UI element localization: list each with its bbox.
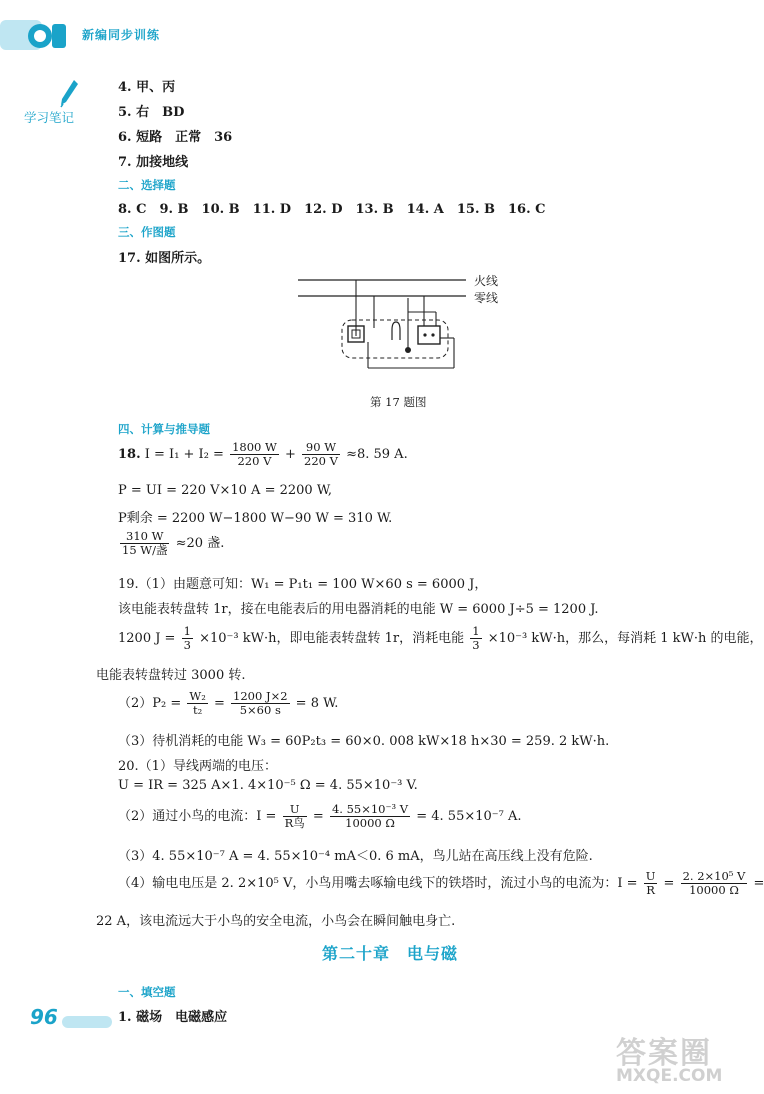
equals-sign: = [312, 809, 324, 824]
fraction [231, 690, 290, 717]
fraction-denominator: 10000 Ω [345, 816, 395, 830]
fraction [187, 690, 207, 717]
fraction-denominator: 15 W/盏 [122, 543, 168, 557]
header-logo [0, 14, 70, 58]
fraction [470, 625, 481, 652]
fraction-denominator: R [646, 883, 655, 897]
q18-eq-start: I = I₁ + I₂ = [144, 447, 224, 462]
equals-sign: = [753, 876, 764, 891]
label-neutral-wire: 零线 [474, 291, 499, 305]
fraction-numerator: 90 W [302, 441, 340, 455]
answer-q18-line4 [118, 530, 224, 557]
answer-q20-part4 [118, 870, 764, 897]
watermark-url: MXQE.COM [616, 1066, 723, 1086]
q19-end: ×10⁻³ kW·h，那么，每消耗 1 kW·h 的电能， [487, 631, 763, 646]
fraction-numerator: 1200 J×2 [233, 689, 288, 703]
fraction-numerator: 1 [472, 624, 480, 638]
q20-p2-result: = 4. 55×10⁻⁷ A. [416, 809, 522, 824]
fraction-denominator: t₂ [193, 703, 203, 717]
page-number: 96 [30, 1005, 58, 1029]
answer-q20-part2 [118, 803, 522, 830]
figure-caption: 第 17 题图 [370, 395, 427, 409]
answer-q18-line1 [118, 441, 408, 468]
book-title: 新编同步训练 [82, 28, 161, 42]
fraction-denominator: 10000 Ω [689, 883, 739, 897]
fraction [182, 625, 193, 652]
fraction-numerator: 4. 55×10⁻³ V [331, 802, 409, 816]
q20-p4-start: （4）输电电压是 2. 2×10⁵ V，小鸟用嘴去啄输电线下的铁塔时，流过小鸟的电流为：I = [118, 876, 638, 891]
fraction [230, 441, 279, 468]
fraction [283, 803, 307, 830]
answer-q20-part3: （3）4. 55×10⁻⁷ A = 4. 55×10⁻⁴ mA＜0. 6 mA，鸟儿站在高压线上没有危险. [118, 849, 593, 864]
fraction-denominator: 5×60 s [239, 703, 281, 717]
fraction-numerator: W₂ [189, 689, 206, 703]
answer-q17: 17. 如图所示。 [118, 251, 211, 266]
fraction-denominator: 3 [472, 638, 480, 652]
watermark-logo-text: 答案圈 [616, 1036, 712, 1071]
fraction-denominator: 220 V [237, 454, 272, 468]
answer-q19-line4: 电能表转盘转过 3000 转. [96, 668, 246, 683]
chapter-title: 第二十章 电与磁 [322, 944, 459, 963]
answer-ch20-q1: 1. 磁场 电磁感应 [118, 1010, 228, 1025]
label-live-wire: 火线 [474, 274, 499, 288]
study-notes-label: 学习笔记 [24, 110, 75, 125]
q20-p2-start: （2）通过小鸟的电流：I = [118, 809, 277, 824]
fraction [330, 803, 410, 830]
answer-q19-part3: （3）待机消耗的电能 W₃ = 60P₂t₃ = 60×0. 008 kW×18 h×30 = 259. 2 kW·h. [118, 734, 610, 749]
q18-result: ≈8. 59 A. [346, 447, 408, 462]
watermark [616, 1028, 722, 1086]
fraction-denominator: 220 V [304, 454, 338, 468]
fraction-numerator: 2. 2×10⁵ V [682, 869, 746, 883]
fraction [302, 441, 340, 468]
answer-q20-part4-end: 22 A，该电流远大于小鸟的安全电流，小鸟会在瞬间触电身亡. [96, 914, 456, 929]
fraction-numerator: U [645, 869, 656, 883]
answer-q18-line2: P = UI = 220 V×10 A = 2200 W, [118, 483, 333, 498]
answer-q19-line1: 19.（1）由题意可知：W₁ = P₁t₁ = 100 W×60 s = 6000 J， [118, 577, 488, 592]
fraction-denominator: 3 [183, 638, 191, 652]
fraction-numerator: U [283, 803, 307, 817]
fraction-numerator: 1 [183, 624, 191, 638]
q19-p2-start: （2）P₂ = [118, 696, 182, 711]
fraction [681, 870, 748, 897]
q19-p2-result: = 8 W. [295, 696, 339, 711]
section-drawing: 三、作图题 [118, 225, 176, 239]
answer-q4: 4. 甲、丙 [118, 80, 176, 95]
fraction-numerator: 310 W [120, 530, 169, 544]
answer-q5: 5. 右 BD [118, 105, 185, 120]
fraction-denominator: R鸟 [284, 816, 305, 830]
answer-q7: 7. 加接地线 [118, 155, 189, 170]
answer-q20-line1: 20.（1）导线两端的电压： [118, 759, 277, 774]
q19-start: 1200 J = [118, 631, 176, 646]
q19-middle: ×10⁻³ kW·h，即电能表转盘转 1r，消耗电能 [199, 631, 465, 646]
answer-q20-line2: U = IR = 325 A×1. 4×10⁻⁵ Ω = 4. 55×10⁻³ V. [118, 778, 418, 793]
q18-number: 18. [118, 447, 141, 462]
fraction [120, 530, 169, 557]
answer-q19-line2: 该电能表转盘转 1r，接在电能表后的用电器消耗的电能 W = 6000 J÷5 = 1200 J. [118, 602, 599, 617]
plus-sign: + [284, 447, 296, 462]
section-calculation: 四、计算与推导题 [118, 422, 210, 436]
fraction-numerator: 1800 W [232, 440, 277, 454]
equals-sign: = [663, 876, 675, 891]
fraction [644, 870, 658, 897]
answer-q8-16: 8. C 9. B 10. B 11. D 12. D 13. B 14. A 15. B 16. C [118, 202, 546, 217]
answer-q6: 6. 短路 正常 36 [118, 130, 233, 145]
answer-q19-part2 [118, 690, 338, 717]
equals-sign: = [213, 696, 225, 711]
answer-q18-line3: P剩余 = 2200 W−1800 W−90 W = 310 W. [118, 511, 393, 526]
section-choice: 二、选择题 [118, 178, 176, 192]
page-decoration [62, 1014, 114, 1034]
section-fill-blank: 一、填空题 [118, 985, 176, 999]
q18-lamp-count: ≈20 盏. [175, 536, 225, 551]
pen-icon [58, 78, 80, 112]
answer-q19-line3 [118, 625, 762, 652]
